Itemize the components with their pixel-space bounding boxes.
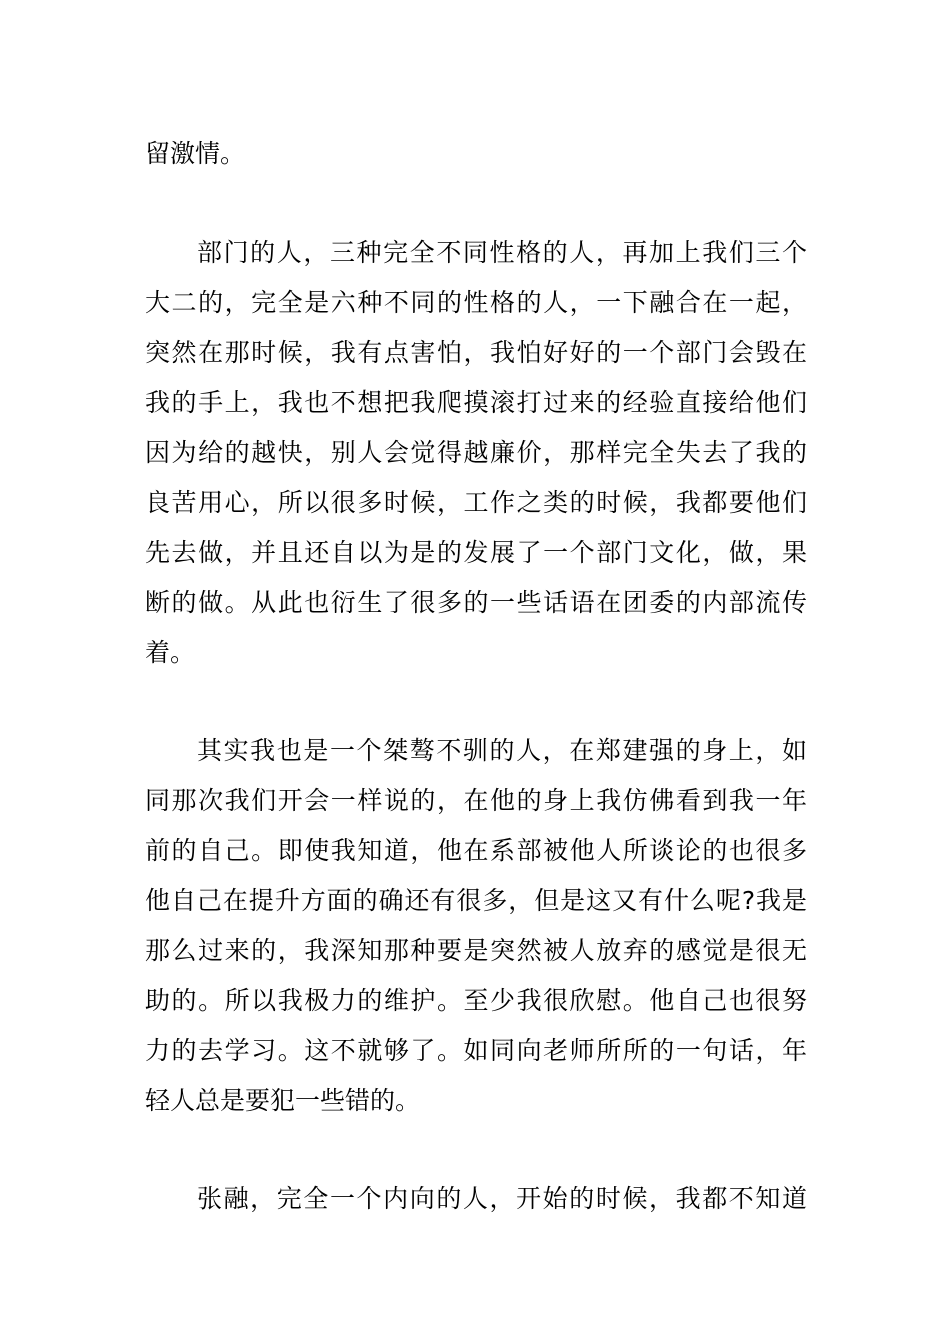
text-line: 大二的，完全是六种不同的性格的人，一下融合在一起， [145, 288, 807, 317]
text-line: 助的。所以我极力的维护。至少我很欣慰。他自己也很努 [145, 986, 807, 1015]
text-line: 先去做，并且还自以为是的发展了一个部门文化，做，果 [145, 538, 807, 567]
text-line: 部门的人，三种完全不同性格的人，再加上我们三个 [197, 238, 807, 267]
text-line: 力的去学习。这不就够了。如同向老师所所的一句话，年 [145, 1036, 807, 1065]
text-line: 那么过来的，我深知那种要是突然被人放弃的感觉是很无 [145, 936, 807, 965]
text-line: 因为给的越快，别人会觉得越廉价，那样完全失去了我的 [145, 438, 807, 467]
text-line: 着。 [145, 638, 196, 667]
text-line: 留激情。 [145, 139, 246, 168]
text-line: 他自己在提升方面的确还有很多，但是这又有什么呢?我是 [145, 886, 807, 915]
text-line: 张融，完全一个内向的人，开始的时候，我都不知道 [197, 1184, 807, 1213]
text-line: 前的自己。即使我知道，他在系部被他人所谈论的也很多 [145, 836, 807, 865]
paragraph-4 [145, 1174, 807, 1224]
paragraph-2 [145, 228, 807, 678]
text-line: 我的手上，我也不想把我爬摸滚打过来的经验直接给他们 [145, 388, 807, 417]
paragraph-3 [145, 726, 807, 1126]
text-line: 断的做。从此也衍生了很多的一些话语在团委的内部流传 [145, 588, 807, 617]
text-line: 突然在那时候，我有点害怕，我怕好好的一个部门会毁在 [145, 338, 807, 367]
text-line: 同那次我们开会一样说的，在他的身上我仿佛看到我一年 [145, 786, 807, 815]
text-line: 其实我也是一个桀骜不驯的人，在郑建强的身上，如 [197, 736, 807, 765]
paragraph-1 [145, 129, 807, 179]
text-line: 良苦用心，所以很多时候，工作之类的时候，我都要他们 [145, 488, 807, 517]
text-line: 轻人总是要犯一些错的。 [145, 1086, 421, 1115]
